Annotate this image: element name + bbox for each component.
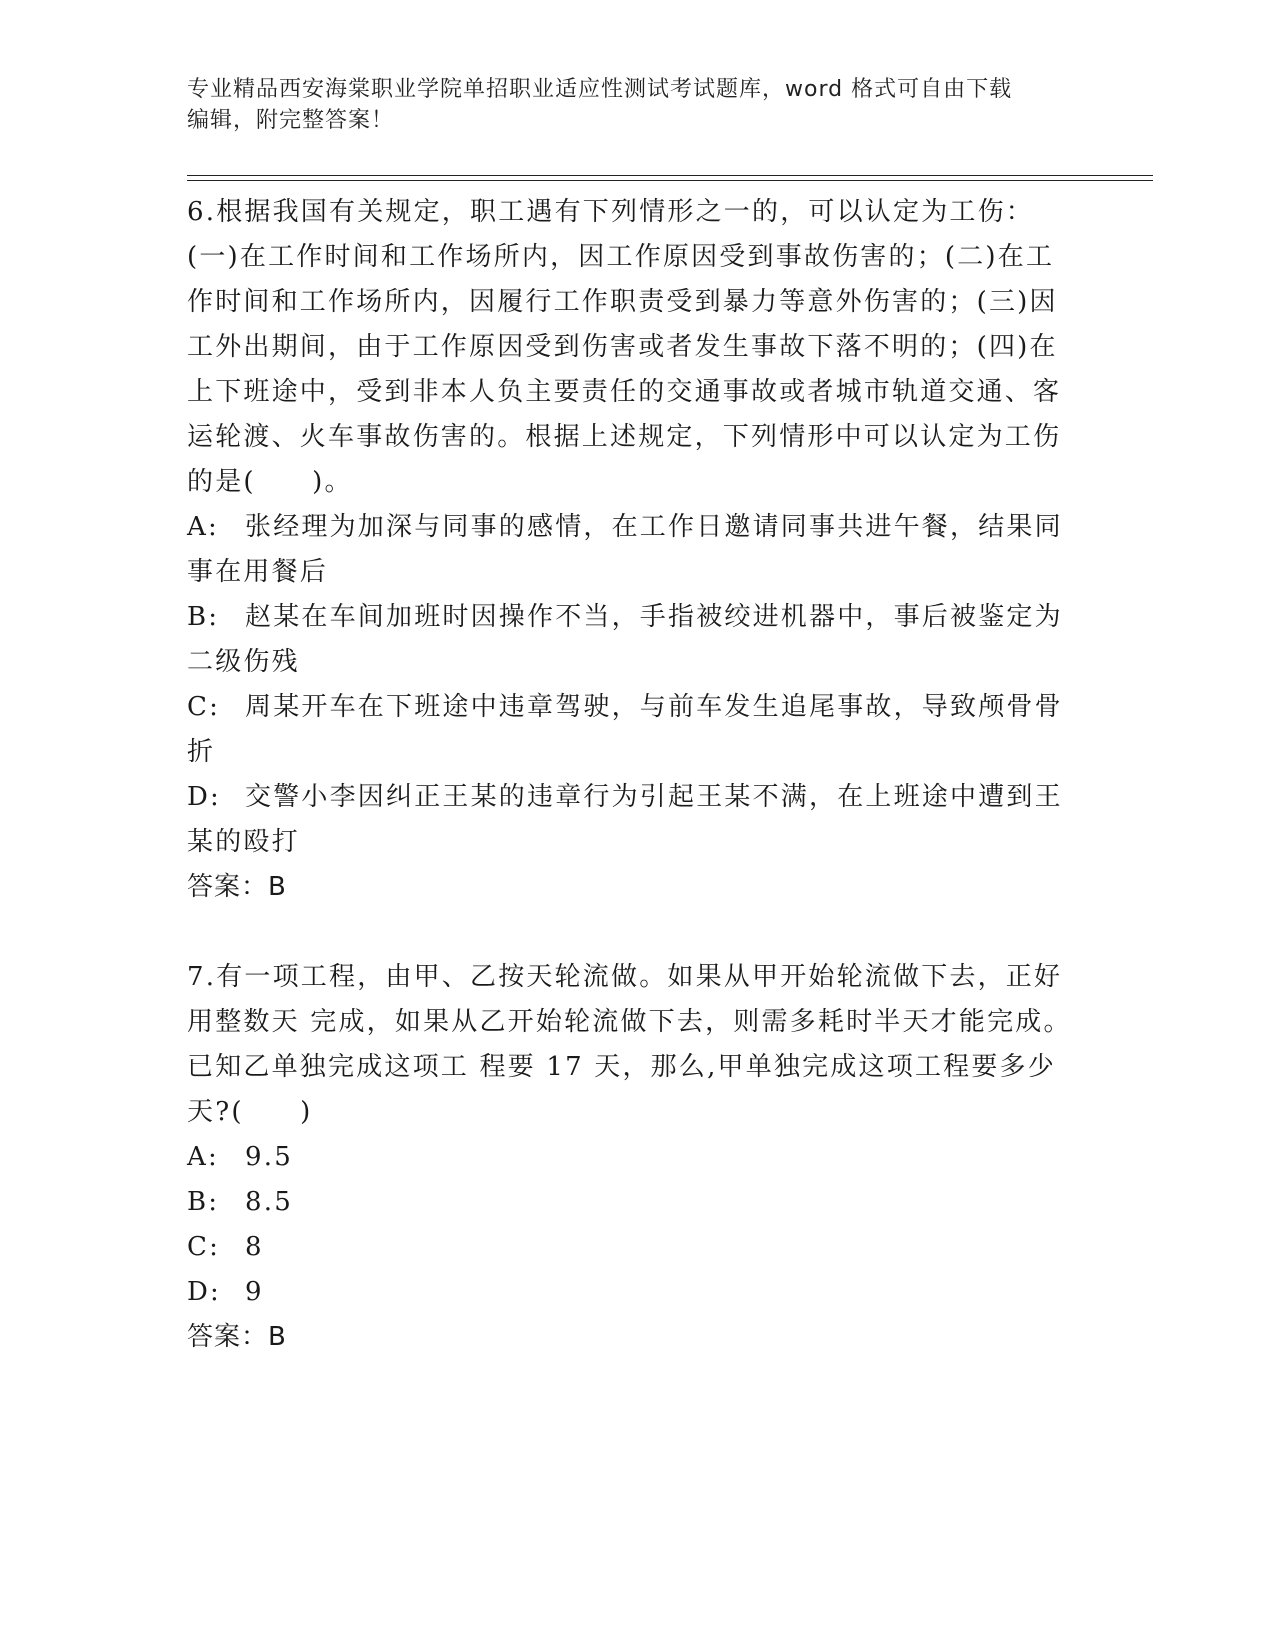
option-a[interactable] (187, 505, 1077, 595)
option-text: 8.5 (245, 1187, 293, 1217)
option-text: 9.5 (245, 1142, 293, 1172)
option-b[interactable] (187, 1180, 1077, 1225)
option-letter: D: (187, 1277, 222, 1307)
option-text: 周某开车在下班途中违章驾驶，与前车发生追尾事故，导致颅骨骨折 (187, 692, 1063, 767)
answer-text: 答案：B (187, 872, 287, 902)
question-7 (187, 955, 1077, 1360)
document-header (187, 74, 1067, 136)
option-b[interactable] (187, 595, 1077, 685)
header-divider-bottom (187, 180, 1153, 181)
question-spacer (187, 910, 1077, 955)
option-c[interactable] (187, 685, 1077, 775)
header-line-2: 编辑，附完整答案！ (187, 108, 395, 133)
option-letter: B: (187, 602, 220, 632)
option-d[interactable] (187, 775, 1077, 865)
option-text: 赵某在车间加班时因操作不当，手指被绞进机器中，事后被鉴定为二级伤残 (187, 602, 1063, 677)
option-d[interactable] (187, 1270, 1077, 1315)
question-list (187, 190, 1077, 1360)
option-text: 张经理为加深与同事的感情，在工作日邀请同事共进午餐，结果同事在用餐后 (187, 512, 1063, 587)
option-letter: C: (187, 692, 221, 722)
option-text: 9 (245, 1277, 264, 1307)
option-letter: B: (187, 1187, 220, 1217)
option-letter: A: (187, 512, 219, 542)
option-letter: A: (187, 1142, 219, 1172)
header-divider-top (187, 175, 1153, 176)
option-c[interactable] (187, 1225, 1077, 1270)
question-stem: 6.根据我国有关规定，职工遇有下列情形之一的，可以认定为工伤：(一)在工作时间和工作场所内，因工作原因受到事故伤害的；(二)在工作时间和工作场所内，因履行工作职责受到暴力等意外伤害的；(三)因工外出期间，由于工作原因受到伤害或者发生事故下落不明的；(四)在上下班途中，受到非本人负主要责任的交通事故或者城市轨道交通、客运轮渡、火车事故伤害的。根据上述规定，下列情形中可以认定为工伤的是( )。 (187, 197, 1062, 497)
question-6 (187, 190, 1077, 910)
answer-text: 答案：B (187, 1322, 287, 1352)
option-letter: C: (187, 1232, 221, 1262)
option-a[interactable] (187, 1135, 1077, 1180)
header-line-1: 专业精品西安海棠职业学院单招职业适应性测试考试题库，word 格式可自由下载 (187, 77, 1013, 102)
question-stem: 7.有一项工程，由甲、乙按天轮流做。如果从甲开始轮流做下去，正好用整数天 完成，如果从乙开始轮流做下去，则需多耗时半天才能完成。已知乙单独完成这项工 程要 17 天，那么,甲单独完成这项工程要多少天?( ) (187, 962, 1072, 1127)
option-letter: D: (187, 782, 222, 812)
option-text: 8 (245, 1232, 264, 1262)
option-text: 交警小李因纠正王某的违章行为引起王某不满，在上班途中遭到王某的殴打 (187, 782, 1063, 857)
